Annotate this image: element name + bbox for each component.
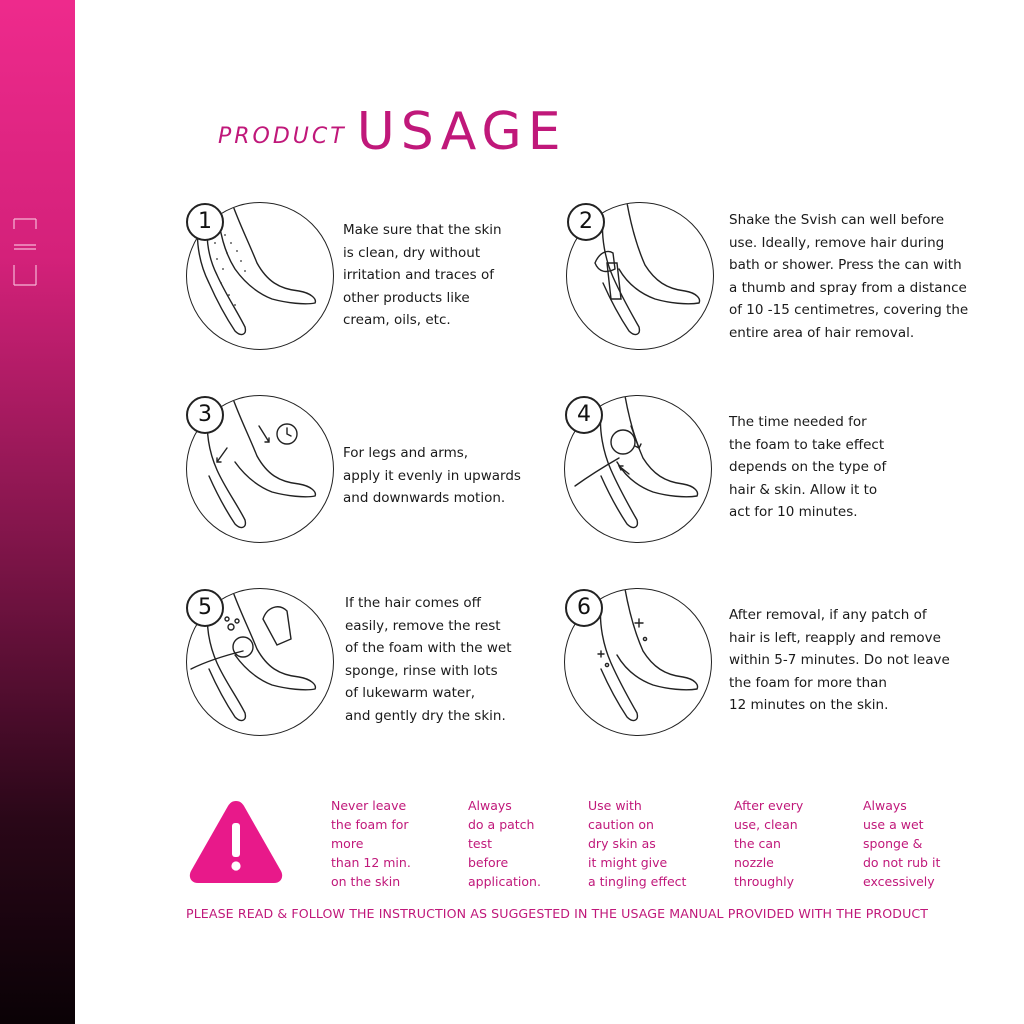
step-4-number: 4 [565, 396, 603, 434]
warning-triangle-icon [185, 795, 287, 887]
step-6-text: After removal, if any patch of hair is left, reapply and remove within 5-7 minutes. Do not leave the foam for more than 12 minutes on the skin. [729, 607, 950, 713]
warning-3: Use with caution on dry skin as it might give a tingling effect [588, 798, 687, 889]
step-3-number: 3 [186, 396, 224, 434]
step-5-number: 5 [186, 589, 224, 627]
warning-1: Never leave the foam for more than 12 min. on the skin [331, 798, 411, 889]
step-2-number: 2 [567, 203, 605, 241]
step-3-text: For legs and arms, apply it evenly in upwards and downwards motion. [343, 445, 521, 506]
warning-2: Always do a patch test before application. [468, 798, 541, 889]
step-5-text: If the hair comes off easily, remove the rest of the foam with the wet sponge, rinse with lots of lukewarm water, and gently dry the skin. [345, 595, 512, 724]
step-2-text: Shake the Svish can well before use. Ideally, remove hair during bath or shower. Press the can with a thumb and spray from a distance of 10 -15 centimetres, covering the entire area of hair removal. [729, 212, 969, 341]
footer-instruction: PLEASE READ & FOLLOW THE INSTRUCTION AS SUGGESTED IN THE USAGE MANUAL PROVIDED WITH THE PRODUCT [186, 906, 929, 921]
step-1-number: 1 [186, 203, 224, 241]
page-title [218, 98, 567, 162]
title-usage: USAGE [356, 102, 567, 162]
step-1-text: Make sure that the skin is clean, dry without irritation and traces of other products like cream, oils, etc. [343, 222, 502, 328]
title-product: PRODUCT [218, 124, 347, 149]
side-gradient-bar [0, 0, 75, 1024]
warning-4: After every use, clean the can nozzle throughly [734, 798, 804, 889]
warning-5: Always use a wet sponge & do not rub it excessively [863, 798, 941, 889]
step-6-number: 6 [565, 589, 603, 627]
step-4-text: The time needed for the foam to take effect depends on the type of hair & skin. Allow it to act for 10 minutes. [729, 414, 887, 520]
side-tick-marks [10, 215, 40, 290]
